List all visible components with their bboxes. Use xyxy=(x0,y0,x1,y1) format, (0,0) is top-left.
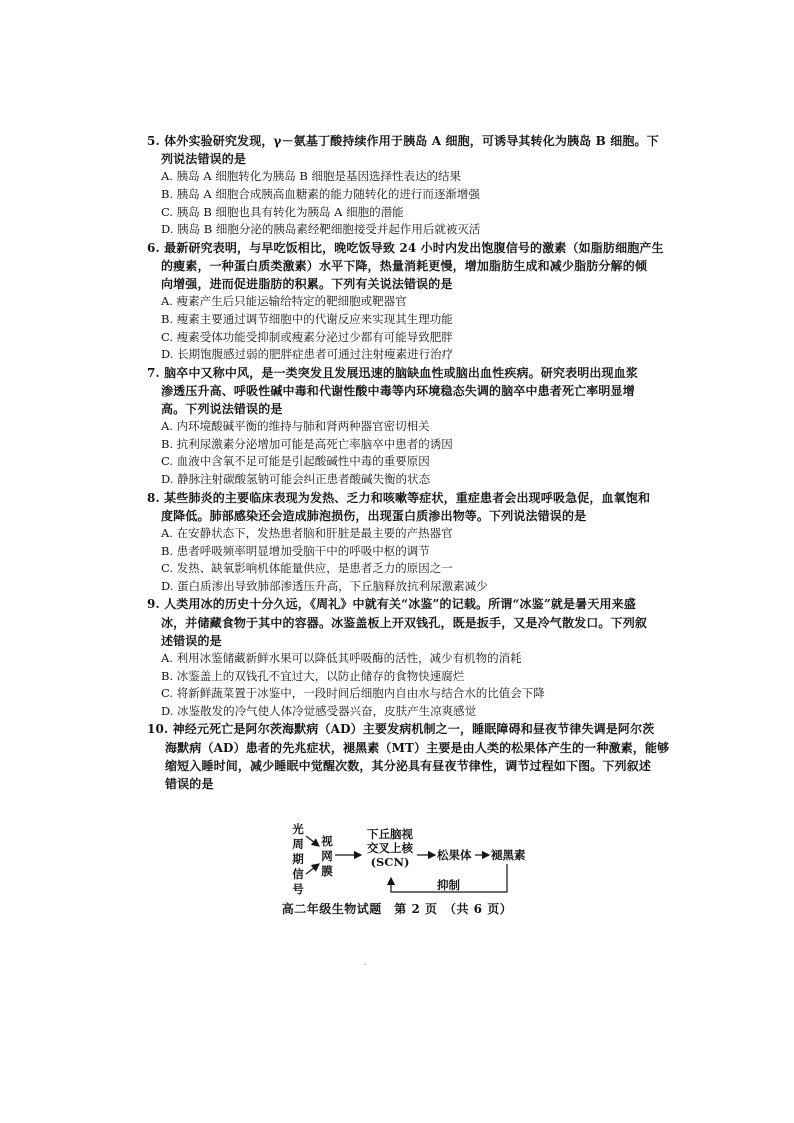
question-8-option-d: D. 蛋白质渗出导致肺部渗透压升高，下丘脑释放抗利尿激素减少 xyxy=(161,578,488,593)
question-6-stem-line-1: 6. 最新研究表明，与早吃饭相比，晚吃饭导致 24 小时内发出饱腹信号的激素（如脂肪细胞产生 xyxy=(147,240,664,255)
light-signal-char-5: 号 xyxy=(292,882,304,896)
question-8-stem-line-1: 8. 某些肺炎的主要临床表现为发热、乏力和咳嗽等症状，重症患者会出现呼吸急促，血氧饱和 xyxy=(147,490,651,505)
inhibition-label: 抑制 xyxy=(437,878,460,892)
question-7 xyxy=(147,364,637,489)
question-6-stem-line-2: 的瘦素，一种蛋白质类激素）水平下降，热量消耗更慢，增加脂肪生成和减少脂肪分解的倾 xyxy=(161,258,648,273)
question-9-stem-line-3: 述错误的是 xyxy=(161,633,222,648)
retina-char-3: 膜 xyxy=(321,864,333,878)
question-8-stem-line-2: 度降低。肺部感染还会造成肺泡损伤，出现蛋白质渗出物等。下列说法错误的是 xyxy=(161,508,587,523)
question-6 xyxy=(147,239,664,364)
pineal-label: 松果体 xyxy=(437,848,472,862)
scn-label-line-1: 下丘脑视 xyxy=(367,827,413,841)
question-9-stem-line-2: 冰，并储藏食物于其中的容器。冰鉴盖板上开双钱孔，既是扳手，又是冷气散发口。下列叙 xyxy=(161,615,648,630)
question-9-option-d: D. 冰鉴散发的冷气使人体冷觉感受器兴奋，皮肤产生凉爽感觉 xyxy=(161,703,477,718)
question-7-option-d: D. 静脉注射碳酸氢钠可能会纠正患者酸碱失衡的状态 xyxy=(161,472,431,487)
question-8-option-c: C. 发热、缺氧影响机体能量供应，是患者乏力的原因之一 xyxy=(161,561,453,576)
retina-char-2: 网 xyxy=(321,849,333,863)
question-7-stem-line-2: 渗透压升高、呼吸性碱中毒和代谢性酸中毒等内环境稳态失调的脑卒中患者死亡率明显增 xyxy=(161,383,635,398)
question-8 xyxy=(147,489,651,596)
question-9-option-a: A. 利用冰鉴储藏新鲜水果可以降低其呼吸酶的活性，减少有机物的消耗 xyxy=(161,650,522,665)
question-8-option-a: A. 在安静状态下，发热患者脑和肝脏是最主要的产热器官 xyxy=(161,526,453,540)
page-footer: 高二年级生物试题 第 2 页 （共 6 页） xyxy=(281,902,513,916)
light-signal-char-1: 光 xyxy=(292,822,304,836)
scn-label-line-2: 交叉上核 xyxy=(367,841,413,855)
question-5-stem-line-2: 列说法错误的是 xyxy=(161,152,247,167)
signal-to-retina-arrow-bottom xyxy=(306,864,319,874)
question-5-option-d: D. 胰岛 B 细胞分泌的胰岛素经靶细胞接受并起作用后就被灭活 xyxy=(161,222,481,237)
light-signal-label xyxy=(291,822,305,897)
question-6-option-d: D. 长期饱腹感过弱的肥胖症患者可通过注射瘦素进行治疗 xyxy=(161,347,454,362)
question-list xyxy=(147,132,670,896)
question-9 xyxy=(147,595,648,720)
question-9-option-c: C. 将新鲜蔬菜置于冰鉴中，一段时间后细胞内自由水与结合水的比值会下降 xyxy=(161,686,545,701)
question-7-stem-line-1: 7. 脑卒中又称中风，是一类突发且发展迅速的脑缺血性或脑出血性疾病。研究表明出现血浆 xyxy=(147,365,639,380)
question-7-stem-line-3: 高。下列说法错误的是 xyxy=(161,402,283,417)
question-10-stem-line-1: 10. 神经元死亡是阿尔茨海默病（AD）主要发病机制之一，睡眠障碍和昼夜节律失调是阿尔茨 xyxy=(147,722,655,737)
question-7-option-a: A. 内环境酸碱平衡的维持与肺和肾两种器官密切相关 xyxy=(161,419,430,434)
question-5 xyxy=(147,132,659,239)
melatonin-label: 褪黑素 xyxy=(491,848,526,862)
question-5-option-c: C. 胰岛 B 细胞也具有转化为胰岛 A 细胞的潜能 xyxy=(161,204,404,219)
question-5-option-b: B. 胰岛 A 细胞合成胰高血糖素的能力随转化的进行而逐渐增强 xyxy=(161,186,480,201)
signal-to-retina-arrow-top xyxy=(306,836,319,846)
question-6-option-b: B. 瘦素主要通过调节细胞中的代谢反应来实现其生理功能 xyxy=(161,311,453,326)
question-6-stem-line-3: 向增强，进而促进脂肪的积累。下列有关说法错误的是 xyxy=(161,277,453,292)
question-6-option-a: A. 瘦素产生后只能运输给特定的靶细胞或靶器官 xyxy=(161,294,407,309)
question-5-option-a: A. 胰岛 A 细胞转化为胰岛 B 细胞是基因选择性表达的结果 xyxy=(161,169,461,184)
scan-speck xyxy=(364,964,366,965)
scn-label xyxy=(363,827,417,869)
question-10 xyxy=(147,720,670,793)
question-9-option-b: B. 冰鉴盖上的双钱孔不宜过大，以防止储存的食物快速腐烂 xyxy=(161,668,465,683)
light-signal-char-4: 信 xyxy=(292,867,304,881)
question-6-option-c: C. 瘦素受体功能受抑制或瘦素分泌过少都有可能导致肥胖 xyxy=(161,329,453,344)
question-7-option-b: B. 抗利尿激素分泌增加可能是高死亡率脑卒中患者的诱因 xyxy=(161,436,453,451)
light-signal-char-3: 期 xyxy=(292,852,304,866)
question-10-stem-line-4: 错误的是 xyxy=(165,776,214,791)
question-10-stem-line-3: 缩短入睡时间，减少睡眠中觉醒次数，其分泌具有昼夜节律性，调节过程如下图。下列叙述 xyxy=(165,758,652,773)
retina-char-1: 视 xyxy=(321,834,333,848)
question-7-option-c: C. 血液中含氧不足可能是引起酸碱性中毒的重要原因 xyxy=(161,454,430,469)
question-5-stem-line-1: 5. 体外实验研究发现，γ－氨基丁酸持续作用于胰岛 A 细胞，可诱导其转化为胰岛 B 细胞。下 xyxy=(147,134,659,148)
retina-label xyxy=(320,834,334,879)
scn-label-line-3: (SCN) xyxy=(370,855,410,869)
question-9-stem-line-1: 9. 人类用冰的历史十分久远，《周礼》中就有关“冰鉴”的记载。所谓“冰鉴”就是暑天用来盛 xyxy=(147,597,636,612)
question-8-option-b: B. 患者呼吸频率明显增加受脑干中的呼吸中枢的调节 xyxy=(161,543,430,558)
question-10-stem-line-2: 海默病（AD）患者的先兆症状，褪黑素（MT）主要是由人类的松果体产生的一种激素，能够 xyxy=(165,740,670,755)
light-signal-char-2: 周 xyxy=(292,837,304,851)
